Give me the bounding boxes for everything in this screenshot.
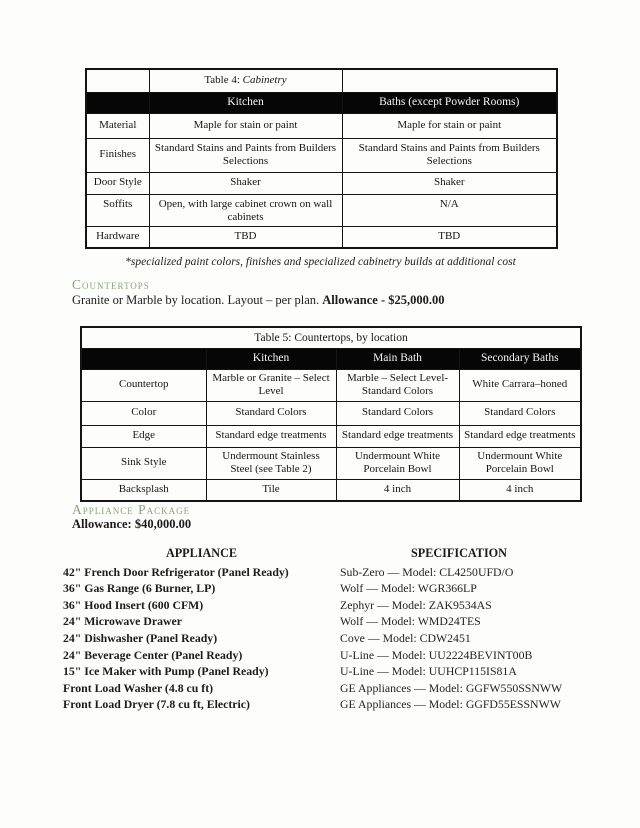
- countertops-cell: Undermount White Porcelain Bowl: [459, 447, 581, 479]
- countertops-row-color: [81, 401, 581, 425]
- appliance-spec: U-Line — Model: UU2224BEVINT00B: [340, 647, 533, 662]
- countertops-cell: Marble – Select Level- Standard Colors: [336, 369, 459, 401]
- countertops-cell: Standard edge treatments: [336, 425, 459, 447]
- appliance-item: [63, 613, 578, 630]
- countertops-table: [80, 326, 582, 502]
- row-label: Soffits: [86, 194, 149, 226]
- empty-header-cell: [81, 348, 206, 369]
- appliance-name: 24" Beverage Center (Panel Ready): [63, 647, 243, 662]
- appliance-name: Front Load Dryer (7.8 cu ft, Electric): [63, 697, 250, 712]
- appliance-list-header-row: [63, 545, 578, 564]
- appliance-item: [63, 663, 578, 680]
- row-label: Finishes: [86, 138, 149, 172]
- appliance-package-heading: Appliance Package: [72, 502, 191, 517]
- countertops-cell: Marble or Granite – Select Level: [206, 369, 336, 401]
- appliance-allowance: Allowance: $40,000.00: [72, 517, 192, 531]
- cabinetry-row-finishes: [86, 138, 557, 172]
- appliance-item: [63, 597, 578, 614]
- row-label: Backsplash: [81, 479, 206, 501]
- cabinetry-row-material: [86, 113, 557, 138]
- appliance-spec: Cove — Model: CDW2451: [340, 630, 471, 645]
- countertops-cell: Standard Colors: [459, 401, 581, 425]
- cabinetry-cell: N/A: [342, 194, 557, 226]
- countertops-cell: Undermount White Porcelain Bowl: [336, 447, 459, 479]
- cabinetry-cell: Open, with large cabinet crown on wall cabinets: [149, 194, 342, 226]
- empty-cell: [86, 69, 149, 92]
- appliance-item: [63, 564, 578, 581]
- appliance-spec: GE Appliances — Model: GGFD55ESSNWW: [340, 697, 561, 712]
- column-header-kitchen: Kitchen: [149, 92, 342, 113]
- cabinetry-cell: Shaker: [149, 172, 342, 194]
- appliance-spec: GE Appliances — Model: GGFW550SSNWW: [340, 680, 563, 695]
- appliance-name: 15" Ice Maker with Pump (Panel Ready): [63, 664, 269, 679]
- cabinetry-cell: Standard Stains and Paints from Builders Selections: [342, 138, 557, 172]
- appliance-item: [63, 580, 578, 597]
- column-header-main-bath: Main Bath: [336, 348, 459, 369]
- table4-title-prefix: Table 4:: [204, 74, 243, 87]
- countertops-intro: [72, 293, 445, 308]
- row-label: Door Style: [86, 172, 149, 194]
- cabinetry-cell: Maple for stain or paint: [342, 113, 557, 138]
- countertops-cell: White Carrara–honed: [459, 369, 581, 401]
- appliance-name: 42" French Door Refrigerator (Panel Ready): [63, 564, 289, 579]
- row-label: Hardware: [86, 226, 149, 248]
- appliance-name: 24" Dishwasher (Panel Ready): [63, 630, 218, 645]
- row-label: Material: [86, 113, 149, 138]
- row-label: Edge: [81, 425, 206, 447]
- row-label: Countertop: [81, 369, 206, 401]
- appliance-item: [63, 696, 578, 713]
- empty-cell: [342, 69, 557, 92]
- cabinetry-cell: Maple for stain or paint: [149, 113, 342, 138]
- appliance-name: Front Load Washer (4.8 cu ft): [63, 680, 214, 695]
- countertops-allowance: Allowance - $25,000.00: [322, 293, 445, 307]
- countertops-cell: Standard Colors: [336, 401, 459, 425]
- appliance-spec: Sub-Zero — Model: CL4250UFD/O: [340, 564, 514, 579]
- cabinetry-header-row: [86, 92, 557, 113]
- countertops-title-row: [81, 327, 581, 348]
- countertops-cell: 4 inch: [336, 479, 459, 501]
- appliance-name: 24" Microwave Drawer: [63, 614, 183, 629]
- appliance-name: 36" Hood Insert (600 CFM): [63, 597, 204, 612]
- row-label: Sink Style: [81, 447, 206, 479]
- appliance-spec: Wolf — Model: WMD24TES: [340, 614, 481, 629]
- countertops-cell: Standard Colors: [206, 401, 336, 425]
- countertops-cell: Standard edge treatments: [459, 425, 581, 447]
- column-header-kitchen: Kitchen: [206, 348, 336, 369]
- cabinetry-table: [85, 68, 558, 249]
- appliance-item: [63, 630, 578, 647]
- countertops-intro-text: Granite or Marble by location. Layout – per plan.: [72, 293, 323, 307]
- cabinetry-footnote: *specialized paint colors, finishes and specialized cabinetry builds at additional cost: [125, 256, 516, 268]
- countertops-row-edge: [81, 425, 581, 447]
- cabinetry-cell: Standard Stains and Paints from Builders Selections: [149, 138, 342, 172]
- cabinetry-title-row: [86, 69, 557, 92]
- cabinetry-cell: TBD: [149, 226, 342, 248]
- column-header-secondary-baths: Secondary Baths: [459, 348, 581, 369]
- cabinetry-row-door-style: [86, 172, 557, 194]
- appliance-spec: U-Line — Model: UUHCP115IS81A: [340, 664, 517, 679]
- countertops-table-title: Table 5: Countertops, by location: [81, 327, 581, 348]
- countertops-cell: Undermount Stainless Steel (see Table 2): [206, 447, 336, 479]
- countertops-header-row: [81, 348, 581, 369]
- appliance-name: 36" Gas Range (6 Burner, LP): [63, 581, 216, 596]
- specification-column-header: SPECIFICATION: [411, 546, 507, 560]
- cabinetry-cell: TBD: [342, 226, 557, 248]
- empty-header-cell: [86, 92, 149, 113]
- countertops-row-countertop: [81, 369, 581, 401]
- countertops-cell: Standard edge treatments: [206, 425, 336, 447]
- appliance-item: [63, 647, 578, 664]
- countertops-row-sink-style: [81, 447, 581, 479]
- table4-title-name: Cabinetry: [242, 74, 287, 87]
- appliance-list: [63, 545, 578, 713]
- cabinetry-row-soffits: [86, 194, 557, 226]
- countertops-cell: 4 inch: [459, 479, 581, 501]
- cabinetry-cell: Shaker: [342, 172, 557, 194]
- row-label: Color: [81, 401, 206, 425]
- countertops-row-backsplash: [81, 479, 581, 501]
- cabinetry-row-hardware: [86, 226, 557, 248]
- cabinetry-table-title: [149, 69, 342, 92]
- countertops-heading: Countertops: [72, 277, 150, 292]
- appliance-spec: Wolf — Model: WGR366LP: [340, 581, 477, 596]
- appliance-item: [63, 680, 578, 697]
- appliance-column-header: APPLIANCE: [165, 546, 238, 560]
- countertops-cell: Tile: [206, 479, 336, 501]
- column-header-baths: Baths (except Powder Rooms): [342, 92, 557, 113]
- appliance-spec: Zephyr — Model: ZAK9534AS: [340, 597, 492, 612]
